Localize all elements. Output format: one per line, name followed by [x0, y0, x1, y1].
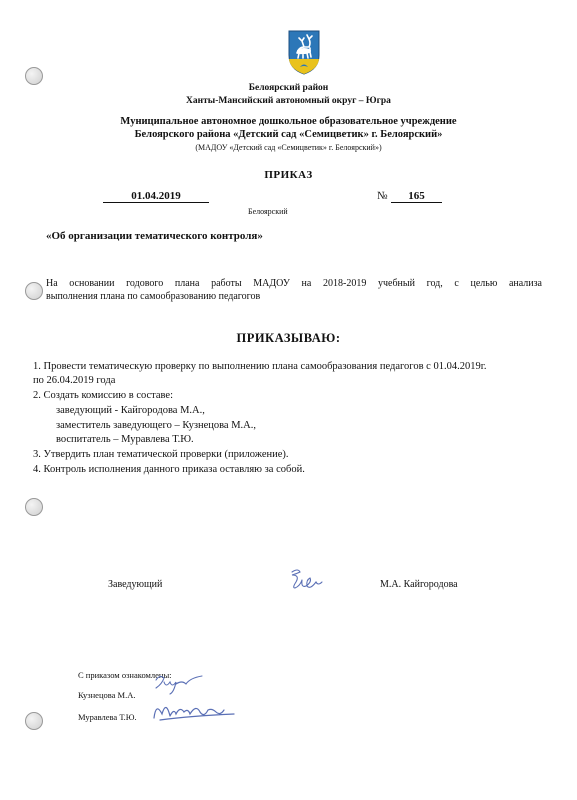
commission-member: воспитатель – Муравлева Т.Ю.	[56, 434, 194, 445]
order-directive-heading: ПРИКАЗЫВАЮ:	[236, 331, 341, 345]
order-title: ПРИКАЗ	[264, 169, 313, 181]
organization-short-name: (МАДОУ «Детский сад «Семицветик» г. Белоярский»)	[195, 143, 382, 152]
order-item-3: 3. Утвердить план тематической проверки (приложение).	[33, 449, 289, 460]
muravleva-signature	[150, 694, 240, 726]
organization-name-line2: Белоярского района «Детский сад «Семицветик» г. Белоярский»	[134, 129, 443, 140]
commission-member: заведующий - Кайгородова М.А.,	[56, 405, 205, 416]
commission-member: заместитель заведующего – Кузнецова М.А.,	[56, 420, 257, 431]
punch-hole	[25, 498, 43, 516]
preamble-line2: выполнения плана по самообразованию педагогов	[46, 291, 261, 302]
order-item-2: 2. Создать комиссию в составе:	[33, 390, 174, 401]
acquainted-person: Кузнецова М.А.	[78, 690, 136, 700]
acquainted-heading: С приказом ознакомлены:	[78, 670, 172, 680]
preamble-line1: На основании годового плана работы МАДОУ на 2018-2019 учебный год, с целью анализа	[46, 278, 542, 289]
order-item-1-continued: по 26.04.2019 года	[33, 375, 116, 386]
acquainted-person: Муравлева Т.Ю.	[78, 712, 137, 722]
number-sign: №	[377, 190, 388, 202]
order-item-4: 4. Контроль исполнения данного приказа оставляю за собой.	[33, 464, 305, 475]
organization-name-line1: Муниципальное автономное дошкольное образовательное учреждение	[120, 116, 457, 127]
coat-of-arms-emblem	[287, 29, 321, 75]
district-name: Белоярский район	[248, 83, 329, 93]
order-number: 165	[391, 190, 442, 203]
punch-hole	[25, 712, 43, 730]
punch-hole	[25, 282, 43, 300]
order-date: 01.04.2019	[103, 190, 209, 203]
signatory-position: Заведующий	[108, 579, 163, 590]
order-place: Белоярский	[248, 207, 288, 216]
okrug-name: Ханты-Мансийский автономный округ – Югра	[186, 96, 391, 106]
order-subject: «Об организации тематического контроля»	[46, 230, 263, 242]
signatory-name: М.А. Кайгородова	[380, 579, 458, 590]
head-signature	[286, 566, 334, 596]
order-item-1: 1. Провести тематическую проверку по выполнению плана самообразования педагогов с 01.04.2019г.	[33, 361, 487, 372]
